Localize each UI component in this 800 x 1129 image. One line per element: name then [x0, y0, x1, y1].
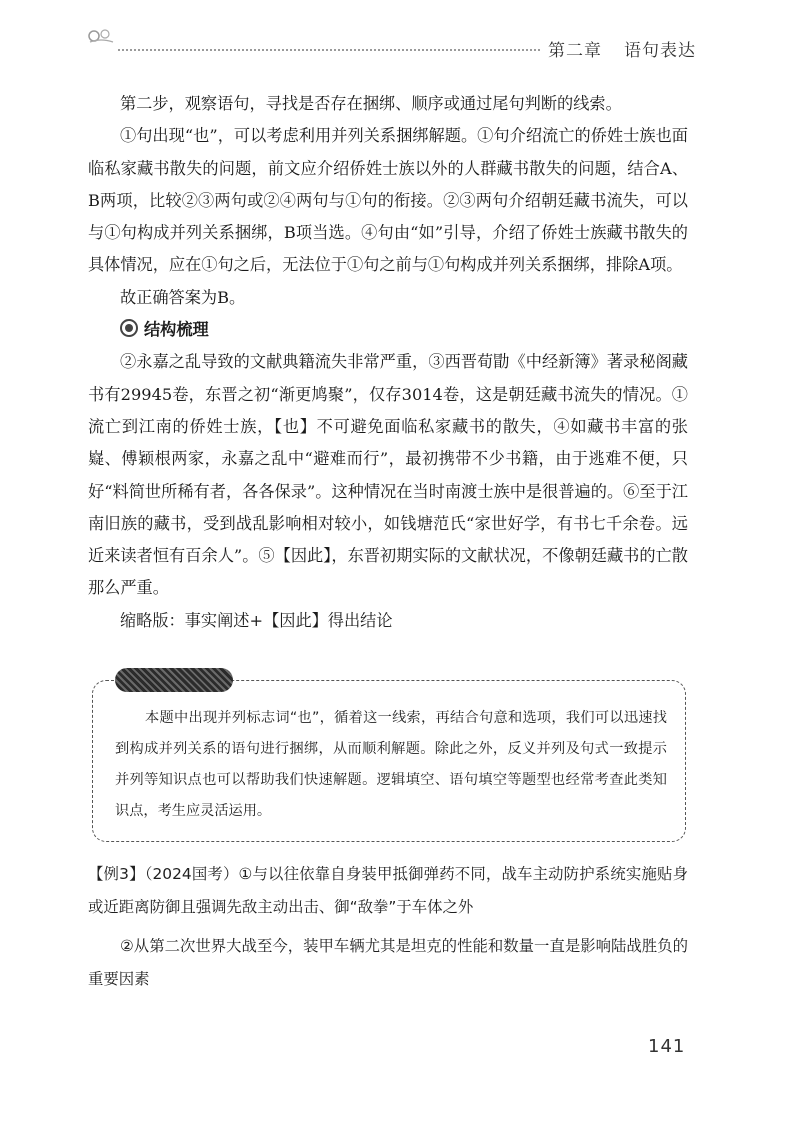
chapter-header [548, 36, 696, 61]
paragraph-analysis: ①句出现“也”，可以考虑利用并列关系捆绑解题。①句介绍流亡的侨姓士族也面临私家藏书散失的问题，前文应介绍侨姓士族以外的人群藏书散失的问题，结合A、B两项，比较②③两句或②④两句与①句的衔接。②③两句介绍朝廷藏书流失，可以与①句构成并列关系捆绑，B项当选。④句由“如”引导，介绍了侨姓士族藏书散失的具体情况，应在①句之后，无法位于①句之前与①句构成并列关系捆绑，排除A项。 [88, 126, 688, 275]
structure-icon [120, 319, 138, 337]
example-section [88, 858, 688, 996]
tip-text: 本题中出现并列标志词“也”，循着这一线索，再结合句意和选项，我们可以迅速找到构成并列关系的语句进行捆绑，从而顺利解题。除此之外，反义并列及句式一致提示并列等知识点也可以帮助我们快速解题。逻辑填空、语句填空等题型也经常考查此类知识点，考生应灵活运用。 [115, 710, 667, 819]
paragraph-summary: 缩略版：事实阐述+【因此】得出结论 [120, 610, 393, 630]
example-sentence-1: 【例3】（2024国考）①与以往依靠自身装甲抵御弹药不同，战车主动防护系统实施贴身或近距离防御且强调先敌主动出击、御“敌拳”于车体之外 [88, 865, 688, 916]
paragraph-structure: ②永嘉之乱导致的文献典籍流失非常严重，③西晋荀勖《中经新簿》著录秘阁藏书有29945卷，东晋之初“渐更鸠聚”，仅存3014卷，这是朝廷藏书流失的情况。①流亡到江南的侨姓士族，【也】不可避免面临私家藏书的散失，④如藏书丰富的张嶷、傅颖根两家，永嘉之乱中“避难而行”，最初携带不少书籍，由于逃难不便，只好“料简世所稀有者，各各保录”。这种情况在当时南渡士族中是很普遍的。⑥至于江南旧族的藏书，受到战乱影响相对较小，如钱塘范氏“家世好学，有书七千余卷。远近来读者恒有百余人”。⑤【因此】，东晋初期实际的文献状况，不像朝廷藏书的亡散那么严重。 [88, 352, 688, 598]
chapter-number: 第二章 [548, 41, 602, 61]
paragraph-answer: 故正确答案为B。 [120, 287, 246, 307]
section-heading [88, 314, 688, 346]
main-text [88, 88, 688, 637]
chapter-title: 语句表达 [624, 41, 696, 61]
section-title: 结构梳理 [144, 320, 209, 340]
page-number: 141 [648, 1036, 686, 1057]
header-rule [118, 49, 540, 51]
paragraph-step-two: 第二步，观察语句，寻找是否存在捆绑、顺序或通过尾句判断的线索。 [120, 94, 622, 113]
tip-box [92, 680, 686, 842]
publisher-logo-icon [86, 26, 116, 46]
example-sentence-2: ②从第二次世界大战至今，装甲车辆尤其是坦克的性能和数量一直是影响陆战胜负的重要因素 [88, 937, 688, 988]
tip-badge-icon [115, 668, 233, 692]
